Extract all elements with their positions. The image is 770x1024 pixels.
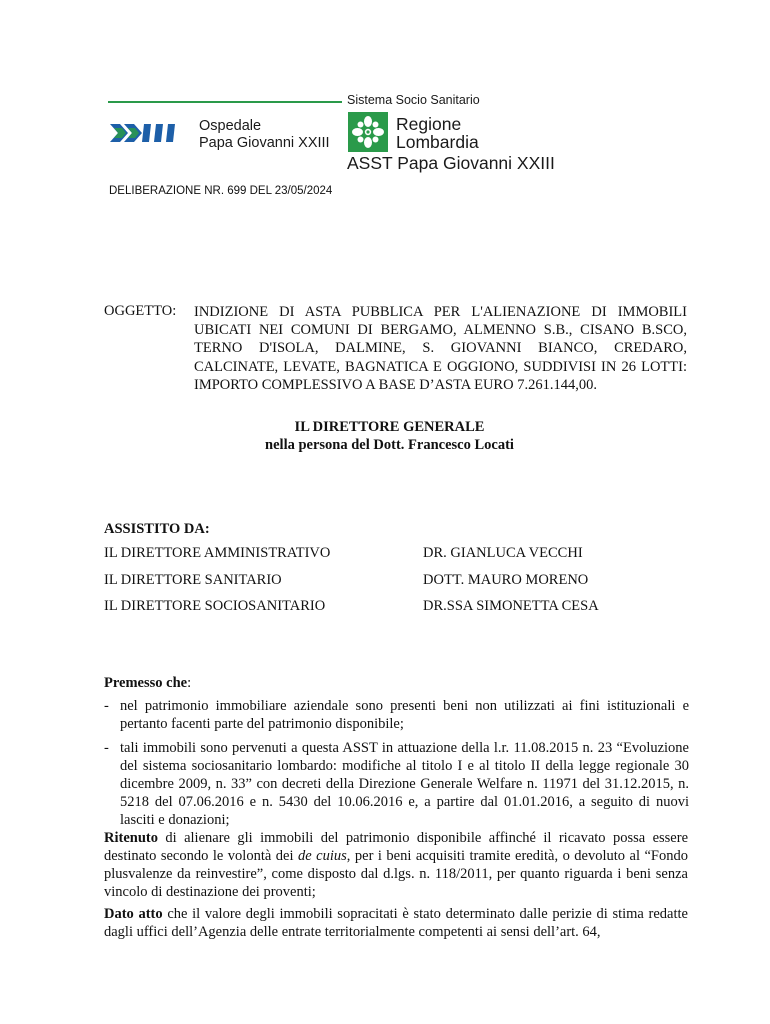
asst-name: ASST Papa Giovanni XXIII — [347, 153, 555, 173]
deliberazione-number: DELIBERAZIONE NR. 699 DEL 23/05/2024 — [109, 185, 333, 197]
ospedale-name-line1: Ospedale — [199, 118, 262, 134]
regione-lombardia-name — [396, 115, 479, 151]
ospedale-name — [199, 118, 330, 152]
sistema-socio-sanitario-label: Sistema Socio Sanitario — [347, 93, 480, 107]
ritenuto-italic: de cuius — [297, 848, 347, 865]
regione-name-line2: Lombardia — [396, 132, 479, 152]
direttore-generale-title: IL DIRETTORE GENERALE — [294, 419, 485, 435]
oggetto-label: OGGETTO: — [104, 303, 177, 319]
dato-atto-text: che il valore degli immobili sopracitati è stato determinato dalle perizie di stima redatte dagli uffici dell’Agenzia delle entrate territorialmente competenti ai sensi dell’art. 64, — [104, 906, 688, 941]
assistito-person: DR.SSA SIMONETTA CESA — [423, 598, 599, 614]
regione-lombardia-logo-icon — [348, 112, 388, 152]
ritenuto-lead: Ritenuto — [104, 830, 158, 846]
ritenuto-paragraph — [104, 829, 688, 901]
regione-name-line1: Regione — [396, 114, 462, 134]
ritenuto-text-part2: , per i beni acquisiti tramite eredità, o devoluto al “Fondo plusvalenze da reinvestire”, come disposto dal d.lgs. n. 118/2011, per quanto riguarda i beni senza vincolo di destinazione dei proventi; — [104, 848, 688, 901]
assistito-role: IL DIRETTORE AMMINISTRATIVO — [104, 545, 331, 561]
list-dash: - — [104, 740, 109, 756]
oggetto-text: INDIZIONE DI ASTA PUBBLICA PER L'ALIENAZIONE DI IMMOBILI UBICATI NEI COMUNI DI BERGAMO, ALMENNO S.B., CISANO B.SCO, TERNO D'ISOLA, DALMINE, S. GIOVANNI BIANCO, CREDARO, CALCINATE, LEVATE, BAGNATICA E OGGIONO, SUDDIVISI IN 26 LOTTI: IMPORTO COMPLESSIVO A BASE D’ASTA EURO 7.261.144,00. — [194, 304, 687, 393]
premesso-colon: : — [187, 675, 192, 691]
direttore-generale-subtitle: nella persona del Dott. Francesco Locati — [265, 437, 514, 453]
ritenuto-text-part1: di alienare gli immobili del patrimonio disponibile affinché il ricavato possa essere destinato secondo le volontà dei — [104, 830, 688, 865]
assistito-person: DOTT. MAURO MORENO — [423, 572, 589, 588]
dato-atto-paragraph — [104, 905, 688, 941]
premesso-item — [104, 697, 689, 733]
assistito-da-label: ASSISTITO DA: — [104, 521, 210, 537]
assistito-role: IL DIRETTORE SOCIOSANITARIO — [104, 598, 326, 614]
dato-atto-lead: Dato atto — [104, 906, 163, 922]
header-divider-line — [108, 101, 342, 103]
ospedale-name-line2: Papa Giovanni XXIII — [199, 135, 330, 151]
list-dash: - — [104, 698, 109, 714]
premesso-item-text: tali immobili sono pervenuti a questa ASST in attuazione della l.r. 11.08.2015 n. 23 “Evoluzione del sistema sociosanitario lombardo: modifiche al titolo I e al titolo II della legge regionale 30 dicembre 2009, n. 33” con decreti della Direzione Generale Welfare n. 11971 del 31.12.2015, n. 5218 del 07.06.2016 e n. 5430 del 10.06.2016 e, a partire dal 01.01.2016, a seguito di nuovi lasciti e donazioni; — [120, 740, 689, 829]
premesso-item — [104, 739, 689, 829]
premesso-item-text: nel patrimonio immobiliare aziendale sono presenti beni non utilizzati ai fini istituzionali e pertanto facenti parte del patrimonio disponibile; — [120, 698, 689, 733]
premesso-heading — [104, 675, 191, 692]
ospedale-xxiii-logo-icon — [108, 118, 188, 148]
assistito-person: DR. GIANLUCA VECCHI — [423, 545, 583, 561]
premesso-label: Premesso che — [104, 675, 188, 691]
assistito-role: IL DIRETTORE SANITARIO — [104, 572, 282, 588]
